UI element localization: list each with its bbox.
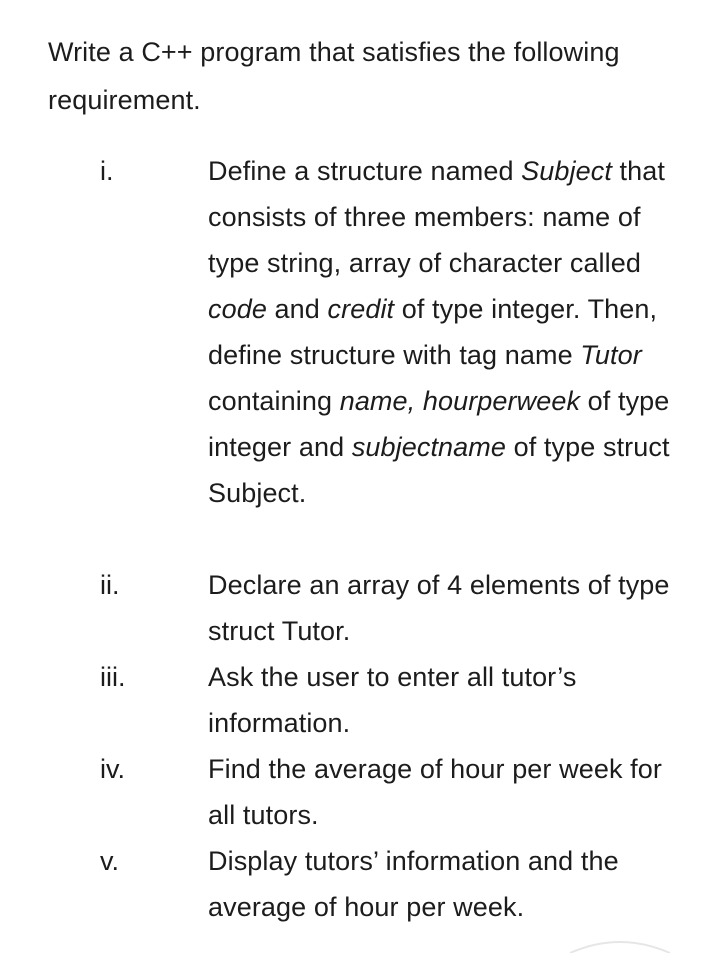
italic-term: Tutor <box>580 340 642 370</box>
italic-term: Subject <box>521 156 612 186</box>
text-run: Ask the user to enter all tutor’s information. <box>208 662 577 738</box>
italic-term: name, hourperweek <box>339 386 581 416</box>
italic-term: subjectname <box>351 432 507 462</box>
text-run: Declare an array of 4 elements of type struct Tutor. <box>208 570 670 646</box>
list-numeral: ii. <box>100 570 120 600</box>
text-run: of type struct Subject. <box>208 432 670 508</box>
text-run: and <box>266 294 328 324</box>
text-run: that consists of three members: name of type string, array of character called <box>208 156 665 278</box>
text-run: Display tutors’ information and the average of hour per week. <box>208 846 619 922</box>
text-run: Define a structure named <box>208 156 522 186</box>
intro-paragraph: Write a C++ program that satisfies the following requirement. <box>48 37 620 115</box>
list-item-text <box>208 838 688 930</box>
italic-term: code <box>208 294 267 324</box>
text-run: of type integer. Then, define structure with tag name <box>208 294 658 370</box>
list-numeral: iii. <box>100 662 126 692</box>
list-numeral: v. <box>100 846 119 876</box>
text-run: of type integer and <box>208 386 670 462</box>
italic-term: credit <box>327 294 395 324</box>
list-numeral: iv. <box>100 754 125 784</box>
paper-curl-shadow <box>560 935 680 953</box>
list-item-text <box>208 562 688 654</box>
text-run: containing <box>208 386 340 416</box>
text-run: Find the average of hour per week for all tutors. <box>208 754 662 830</box>
list-item-text <box>208 148 688 516</box>
list-item-text <box>208 746 688 838</box>
list-numeral: i. <box>100 156 114 186</box>
list-item-text <box>208 654 688 746</box>
